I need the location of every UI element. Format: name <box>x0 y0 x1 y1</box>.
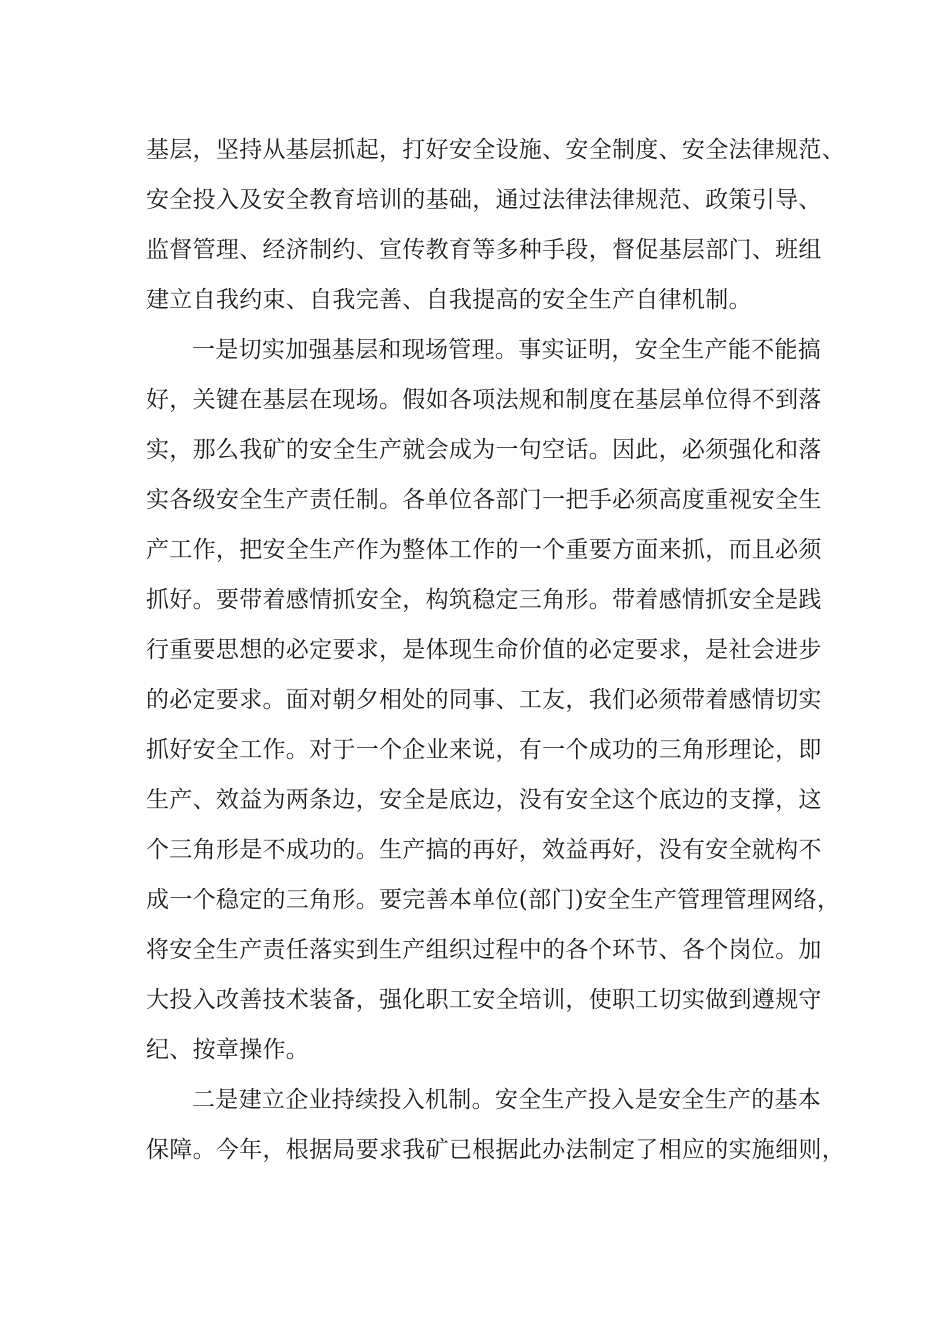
paragraph-line: 一是切实加强基层和现场管理。事实证明，安全生产能不能搞 <box>192 337 822 363</box>
paragraph-line: 保障。今年，根据局要求我矿已根据此办法制定了相应的实施细则， <box>146 1137 845 1163</box>
paragraph-line: 成一个稳定的三角形。要完善本单位(部门)安全生产管理管理网络， <box>146 887 841 913</box>
paragraph-line: 纪、按章操作。 <box>146 1037 310 1063</box>
paragraph-line: 监督管理、经济制约、宣传教育等多种手段，督促基层部门、班组 <box>146 237 822 263</box>
paragraph-line: 生产、效益为两条边，安全是底边，没有安全这个底边的支撑，这 <box>146 787 822 813</box>
paragraph-line: 个三角形是不成功的。生产搞的再好，效益再好，没有安全就构不 <box>146 837 822 863</box>
paragraph-line: 实各级安全生产责任制。各单位各部门一把手必须高度重视安全生 <box>146 487 822 513</box>
paragraph-line: 大投入改善技术装备，强化职工安全培训，使职工切实做到遵规守 <box>146 987 822 1013</box>
paragraph-line: 抓好安全工作。对于一个企业来说，有一个成功的三角形理论，即 <box>146 737 822 763</box>
paragraph-line: 建立自我约束、自我完善、自我提高的安全生产自律机制。 <box>146 287 752 313</box>
paragraph-line: 实，那么我矿的安全生产就会成为一句空话。因此，必须强化和落 <box>146 437 822 463</box>
paragraph-line: 基层，坚持从基层抓起，打好安全设施、安全制度、安全法律规范、 <box>146 137 845 163</box>
paragraph-line: 安全投入及安全教育培训的基础，通过法律法律规范、政策引导、 <box>146 187 822 213</box>
paragraph-line: 将安全生产责任落实到生产组织过程中的各个环节、各个岗位。加 <box>146 937 822 963</box>
paragraph-line: 二是建立企业持续投入机制。安全生产投入是安全生产的基本 <box>192 1087 822 1113</box>
paragraph-line: 的必定要求。面对朝夕相处的同事、工友，我们必须带着感情切实 <box>146 687 822 713</box>
paragraph-line: 好，关键在基层在现场。假如各项法规和制度在基层单位得不到落 <box>146 387 822 413</box>
paragraph-line: 产工作，把安全生产作为整体工作的一个重要方面来抓，而且必须 <box>146 537 822 563</box>
paragraph-line: 行重要思想的必定要求，是体现生命价值的必定要求，是社会进步 <box>146 637 822 663</box>
paragraph-line: 抓好。要带着感情抓安全，构筑稳定三角形。带着感情抓安全是践 <box>146 587 822 613</box>
